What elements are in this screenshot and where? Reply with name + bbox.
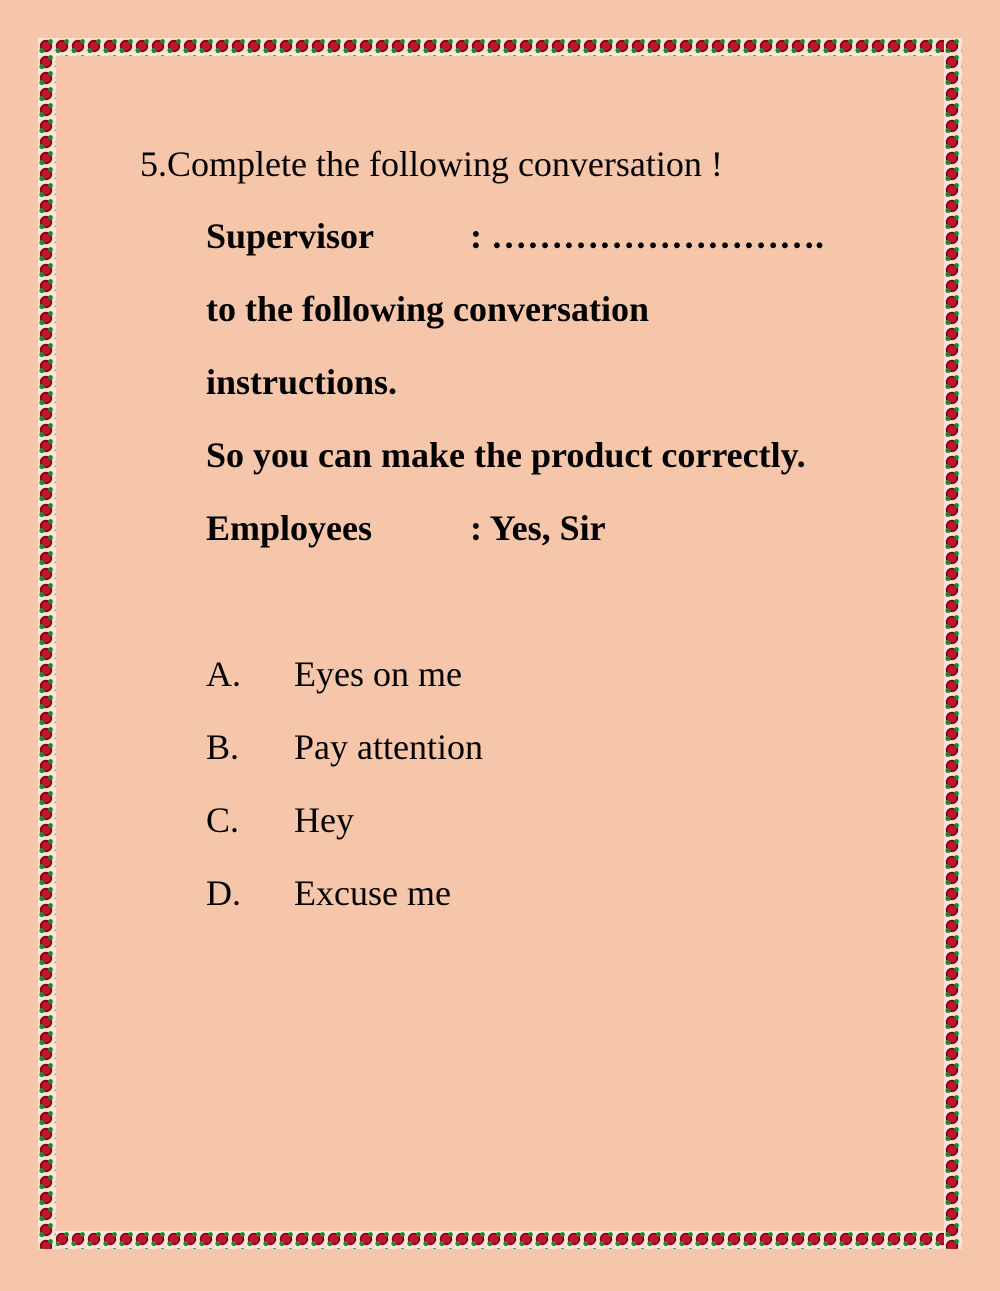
option-letter: B. <box>206 727 240 767</box>
option-text: Pay attention <box>294 727 483 767</box>
supervisor-speaker: Supervisor <box>206 216 375 256</box>
conversation-line: instructions. <box>206 362 398 402</box>
flower-border-bottom <box>38 1231 962 1249</box>
option-text: Eyes on me <box>294 654 462 694</box>
conversation <box>206 214 824 579</box>
option-letter: D. <box>206 873 241 913</box>
option-c[interactable] <box>206 798 483 871</box>
answer-options <box>206 652 483 944</box>
flower-border-left <box>38 38 56 1249</box>
flower-border-right <box>944 38 962 1249</box>
conversation-line: to the following conversation <box>206 289 649 329</box>
employees-line <box>206 506 824 579</box>
option-letter: A. <box>206 654 241 694</box>
supervisor-blank: : ………………………. <box>470 216 824 256</box>
employees-reply: : Yes, Sir <box>470 508 606 548</box>
supervisor-line <box>206 214 824 287</box>
employees-speaker: Employees <box>206 508 372 548</box>
option-d[interactable] <box>206 871 483 944</box>
option-b[interactable] <box>206 725 483 798</box>
option-a[interactable] <box>206 652 483 725</box>
option-text: Excuse me <box>294 873 451 913</box>
conversation-line: So you can make the product correctly. <box>206 435 806 475</box>
option-letter: C. <box>206 800 240 840</box>
option-text: Hey <box>294 800 354 840</box>
flower-border-top <box>38 38 962 56</box>
question-title: 5.Complete the following conversation ! <box>140 144 723 184</box>
